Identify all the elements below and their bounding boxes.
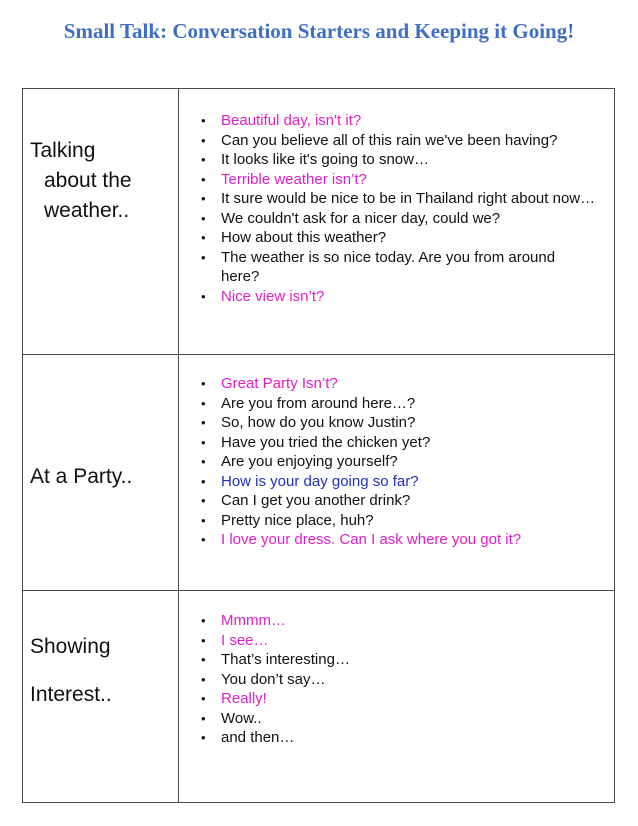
list-item: • The weather is so nice today. Are you from around here? [201, 248, 596, 287]
document-title: Small Talk: Conversation Starters and Keeping it Going! [63, 19, 575, 43]
list-item: • How about this weather? [201, 228, 596, 248]
section-label-interest-line2: Interest.. [30, 683, 112, 706]
table-row-party [23, 355, 615, 591]
list-item: • Wow.. [201, 709, 596, 729]
list-item: • Terrible weather isn’t? [201, 170, 596, 190]
list-item: • How is your day going so far? [201, 472, 596, 492]
section-label-cell [23, 89, 179, 355]
section-items-cell [179, 355, 615, 591]
phrase-list-party [201, 374, 596, 550]
list-item: • Can I get you another drink? [201, 491, 596, 511]
list-item: • I love your dress. Can I ask where you got it? [201, 530, 596, 550]
conversation-table [22, 88, 615, 803]
table-row-interest [23, 591, 615, 803]
list-item: • Are you enjoying yourself? [201, 452, 596, 472]
list-item: • and then… [201, 728, 596, 748]
section-items-cell [179, 89, 615, 355]
table-row-weather [23, 89, 615, 355]
section-items-cell [179, 591, 615, 803]
section-label-interest-line1: Showing [30, 635, 111, 658]
list-item: • You don’t say… [201, 670, 596, 690]
section-label-party: At a Party.. [30, 465, 133, 488]
label-line: weather.. [44, 199, 130, 222]
list-item: • Really! [201, 689, 596, 709]
list-item: • Nice view isn’t? [201, 287, 596, 307]
list-item: • It looks like it's going to snow… [201, 150, 596, 170]
section-label-cell [23, 591, 179, 803]
phrase-list-weather [201, 111, 596, 306]
list-item: • That’s interesting… [201, 650, 596, 670]
list-item: • Are you from around here…? [201, 394, 596, 414]
list-item: • Great Party Isn’t? [201, 374, 596, 394]
section-label-weather [30, 136, 170, 226]
section-label-cell [23, 355, 179, 591]
list-item: • Can you believe all of this rain we've been having? [201, 131, 596, 151]
list-item: • So, how do you know Justin? [201, 413, 596, 433]
label-line: about the [44, 169, 132, 192]
label-line: Talking [30, 139, 96, 162]
list-item: • I see… [201, 631, 596, 651]
list-item: • It sure would be nice to be in Thailand right about now… [201, 189, 596, 209]
list-item: • Pretty nice place, huh? [201, 511, 596, 531]
list-item: • We couldn't ask for a nicer day, could we? [201, 209, 596, 229]
list-item: • Have you tried the chicken yet? [201, 433, 596, 453]
phrase-list-interest [201, 611, 596, 748]
list-item: • Mmmm… [201, 611, 596, 631]
list-item: • Beautiful day, isn't it? [201, 111, 596, 131]
